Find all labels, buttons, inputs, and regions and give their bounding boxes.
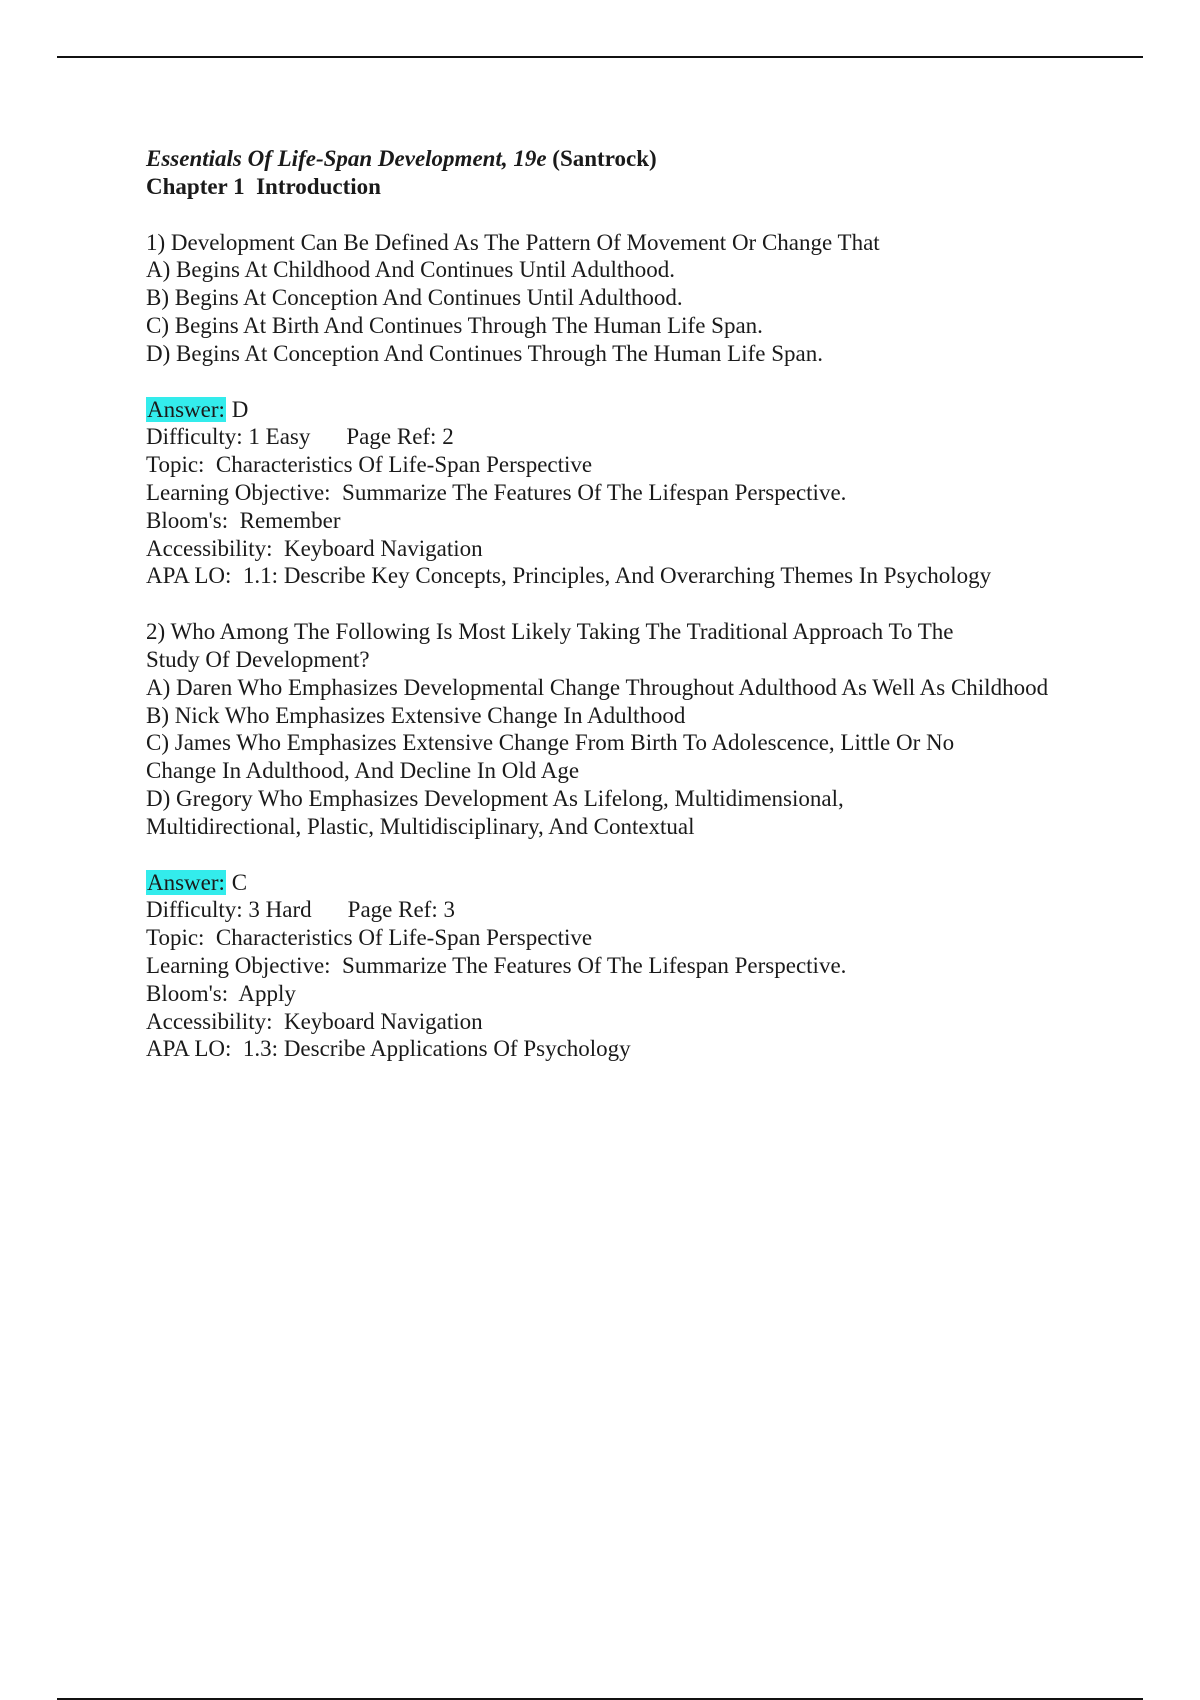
question-1 xyxy=(146,229,1106,591)
learning-objective: Learning Objective: Summarize The Features Of The Lifespan Perspective. xyxy=(146,479,847,505)
difficulty: Difficulty: 1 Easy xyxy=(146,424,311,450)
option-b: B) Begins At Conception And Continues Until Adulthood. xyxy=(146,285,683,311)
option-c: C) James Who Emphasizes Extensive Change From Birth To Adolescence, Little Or No xyxy=(146,730,955,756)
difficulty: Difficulty: 3 Hard xyxy=(146,897,312,923)
chapter-heading: Chapter 1 Introduction xyxy=(146,173,381,199)
spacer xyxy=(146,841,1106,869)
learning-objective: Learning Objective: Summarize The Features Of The Lifespan Perspective. xyxy=(146,952,847,978)
question-stem: 1) Development Can Be Defined As The Pattern Of Movement Or Change That xyxy=(146,229,880,255)
question-2 xyxy=(146,618,1106,1063)
answer-value: D xyxy=(231,396,249,422)
option-b: B) Nick Who Emphasizes Extensive Change In Adulthood xyxy=(146,702,686,728)
option-c: C) Begins At Birth And Continues Through The Human Life Span. xyxy=(146,312,763,338)
book-title: Essentials Of Life-Span Development, 19e xyxy=(146,146,547,171)
answer-line xyxy=(146,869,1106,897)
option-c-continued: Change In Adulthood, And Decline In Old Age xyxy=(146,758,580,784)
answer-line xyxy=(146,396,1106,424)
topic: Topic: Characteristics Of Life-Span Perspective xyxy=(146,925,593,951)
difficulty-line xyxy=(146,423,1106,451)
blooms: Bloom's: Remember xyxy=(146,507,341,533)
book-author: (Santrock) xyxy=(552,146,657,171)
topic: Topic: Characteristics Of Life-Span Perspective xyxy=(146,452,593,478)
book-title-line xyxy=(146,145,1106,173)
accessibility: Accessibility: Keyboard Navigation xyxy=(146,535,483,561)
spacer xyxy=(146,201,1106,229)
difficulty-line xyxy=(146,896,1106,924)
apa-lo: APA LO: 1.3: Describe Applications Of Psychology xyxy=(146,1036,631,1062)
option-d: D) Gregory Who Emphasizes Development As Lifelong, Multidimensional, xyxy=(146,785,844,811)
document-body xyxy=(146,145,1106,1063)
page-ref: Page Ref: 3 xyxy=(347,897,455,923)
answer-value: C xyxy=(231,869,248,895)
spacer xyxy=(146,590,1106,618)
question-stem-continued: Study Of Development? xyxy=(146,646,370,672)
blooms: Bloom's: Apply xyxy=(146,980,296,1006)
accessibility: Accessibility: Keyboard Navigation xyxy=(146,1008,483,1034)
option-a: A) Begins At Childhood And Continues Until Adulthood. xyxy=(146,257,676,283)
question-stem: 2) Who Among The Following Is Most Likely Taking The Traditional Approach To The xyxy=(146,619,954,645)
page-ref: Page Ref: 2 xyxy=(346,424,454,450)
top-rule xyxy=(57,56,1143,58)
answer-label: Answer: xyxy=(147,869,225,895)
option-d-continued: Multidirectional, Plastic, Multidisciplinary, And Contextual xyxy=(146,813,695,839)
option-a: A) Daren Who Emphasizes Developmental Change Throughout Adulthood As Well As Childhood xyxy=(146,674,1049,700)
spacer xyxy=(146,368,1106,396)
apa-lo: APA LO: 1.1: Describe Key Concepts, Principles, And Overarching Themes In Psychology xyxy=(146,563,992,589)
answer-label: Answer: xyxy=(147,396,225,422)
option-d: D) Begins At Conception And Continues Through The Human Life Span. xyxy=(146,340,823,366)
